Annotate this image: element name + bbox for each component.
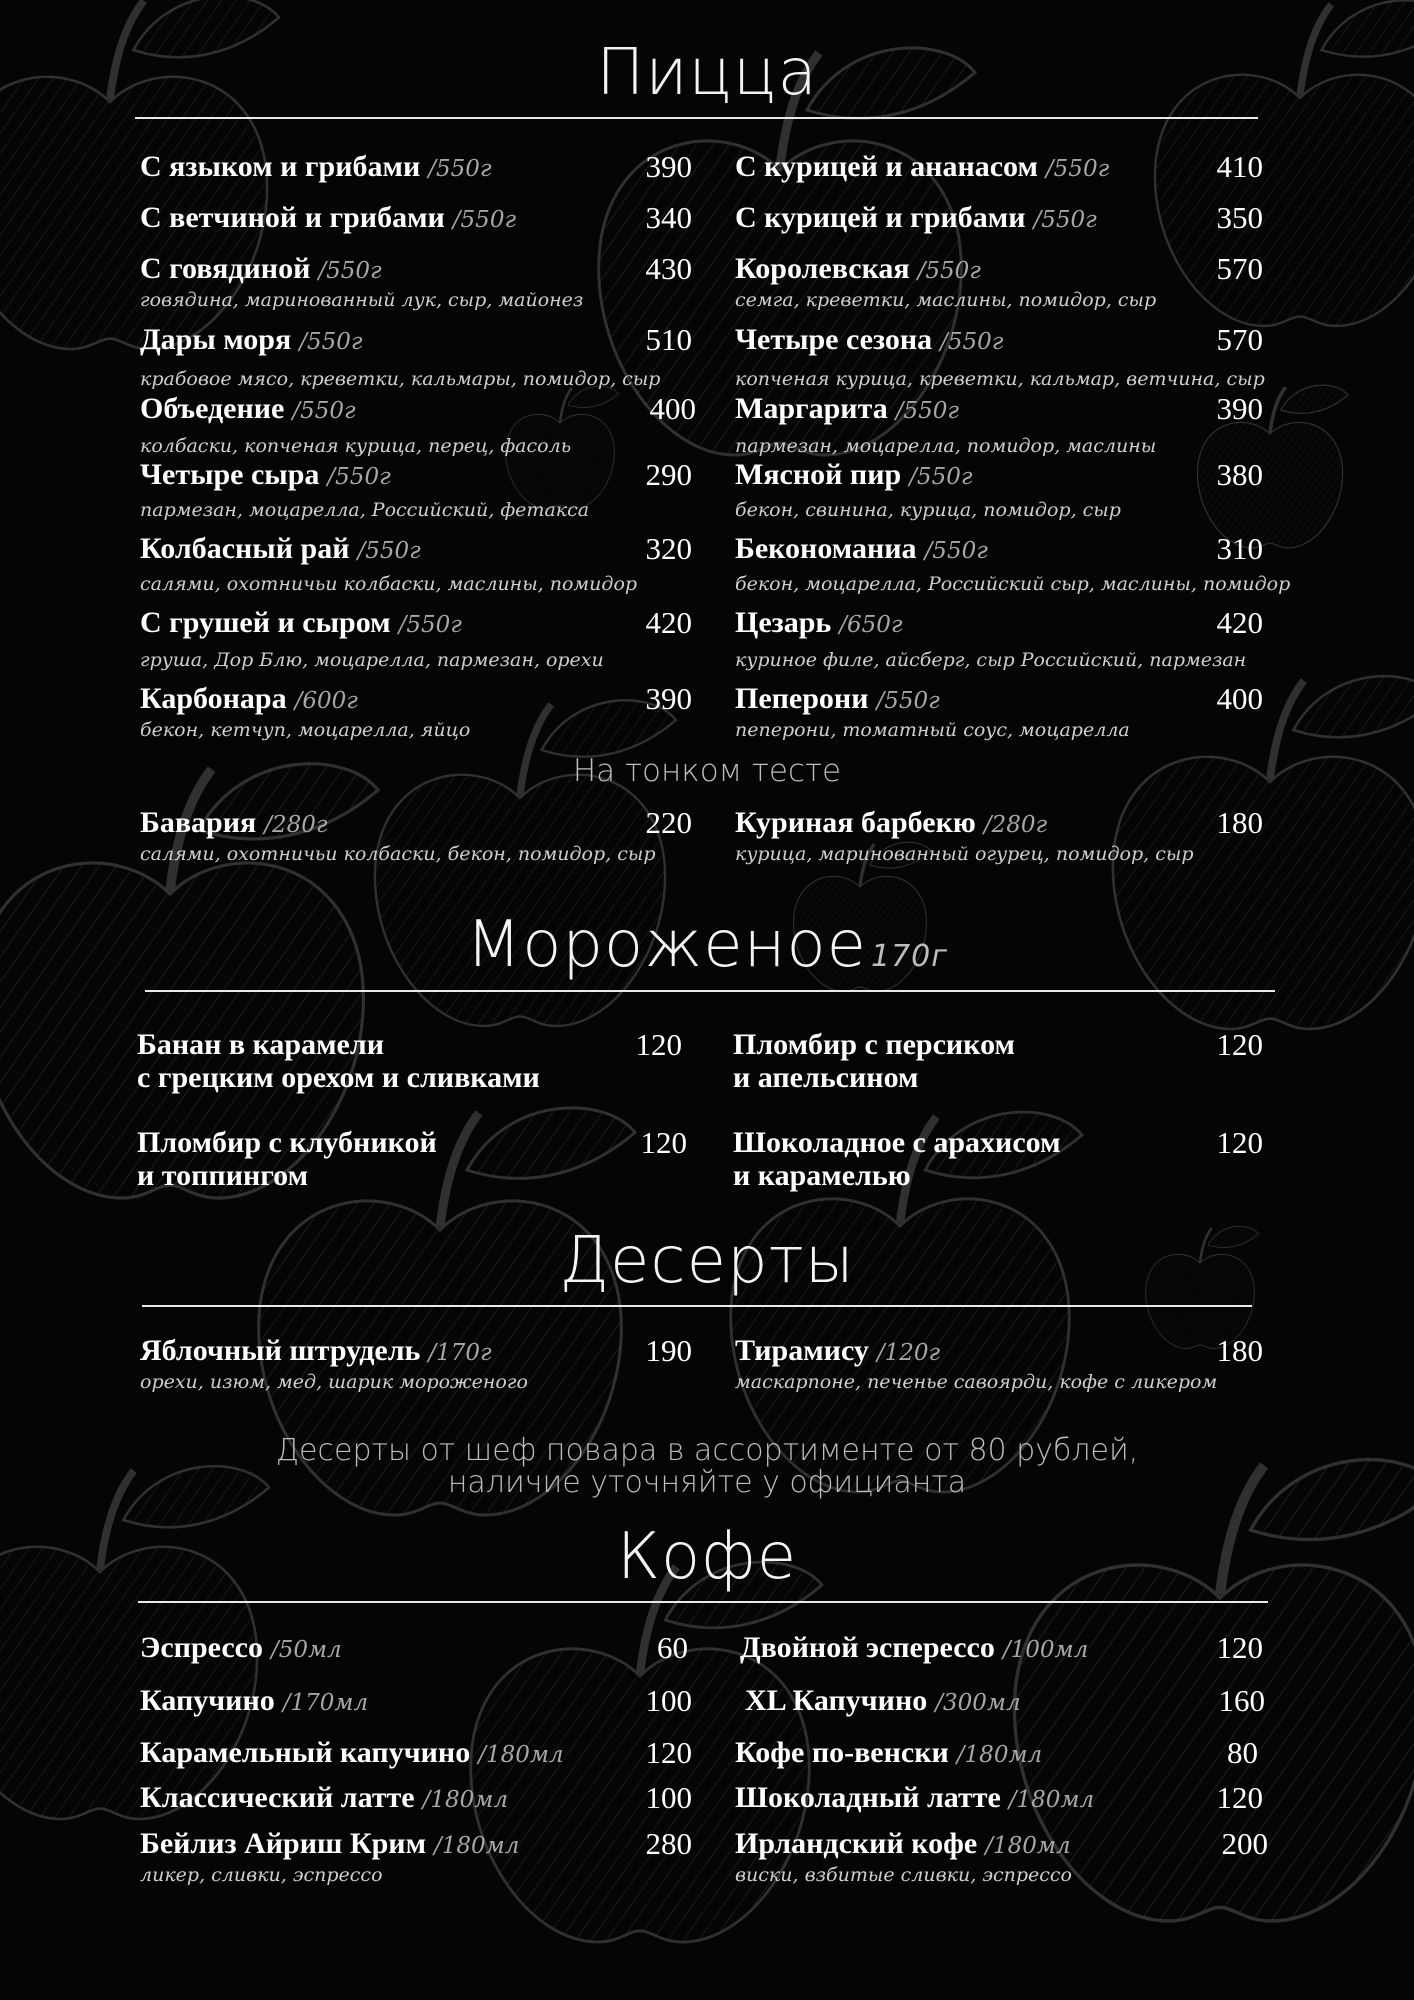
icecream-title-wrap: [0, 908, 1414, 982]
desserts-divider: [142, 1305, 1252, 1307]
item-weight: /180мл: [956, 1742, 1043, 1768]
item-price: 430: [645, 251, 692, 286]
item-weight: /550г: [292, 398, 356, 424]
item-price: 220: [645, 805, 692, 840]
icecream-unit: 170г: [871, 939, 949, 974]
item-price: 400: [1216, 681, 1263, 716]
item-name: Маргарита: [735, 392, 888, 425]
menu-item: [735, 1733, 1258, 1773]
menu-item: [140, 320, 692, 390]
item-description: пармезан, моцарелла, помидор, маслины: [735, 435, 1157, 457]
item-name: Бавария: [140, 806, 257, 839]
item-description: копченая курица, креветки, кальмар, ветчина, сыр: [735, 368, 1265, 390]
item-description: пармезан, моцарелла, Российский, фетакса: [140, 499, 590, 521]
menu-item: [735, 679, 1263, 741]
menu-item: [735, 529, 1291, 595]
item-name: Яблочный штрудель: [140, 1334, 421, 1367]
item-weight: /300мл: [935, 1690, 1021, 1716]
item-price: 180: [1216, 1333, 1263, 1368]
item-description: салями, охотничьи колбаски, бекон, помидор, сыр: [140, 843, 656, 865]
menu-item: [735, 1331, 1263, 1393]
menu-item: [140, 1681, 692, 1721]
item-price: 570: [1216, 322, 1263, 357]
item-price: 420: [645, 605, 692, 640]
item-weight: /120г: [876, 1340, 941, 1366]
item-weight: /550г: [895, 398, 959, 424]
item-weight: /170мл: [282, 1690, 369, 1716]
item-weight: /170г: [428, 1340, 492, 1366]
item-price: 100: [645, 1683, 692, 1718]
item-weight: /550г: [1033, 207, 1097, 233]
menu-item: [735, 1778, 1263, 1818]
item-price: 120: [640, 1125, 687, 1160]
pizza-title: Пицца: [596, 36, 818, 110]
item-weight: /180мл: [1008, 1787, 1095, 1813]
item-weight: /550г: [357, 538, 421, 564]
item-description: крабовое мясо, креветки, кальмары, помидор, сыр: [140, 368, 661, 390]
item-price: 120: [1216, 1630, 1263, 1665]
item-name: Цезарь: [735, 606, 832, 639]
item-description: курица, маринованный огурец, помидор, сыр: [735, 843, 1194, 865]
item-price: 120: [1216, 1780, 1263, 1815]
item-weight: /650г: [839, 612, 903, 638]
item-name: Эспрессо: [140, 1631, 263, 1664]
item-description: груша, Дор Блю, моцарелла, пармезан, орехи: [140, 649, 604, 671]
item-name: Карбонара: [140, 682, 287, 715]
pizza-divider: [135, 117, 1258, 119]
icecream-title: Мороженое: [465, 908, 867, 982]
item-name-line1: Пломбир с персиком: [733, 1028, 1015, 1061]
coffee-title: Кофе: [616, 1520, 798, 1594]
item-weight: /550г: [1045, 156, 1110, 182]
item-weight: /600г: [294, 688, 358, 714]
item-weight: /550г: [428, 156, 492, 182]
item-weight: /180мл: [422, 1787, 508, 1813]
menu-item: [137, 1028, 682, 1094]
item-weight: /550г: [327, 464, 391, 490]
menu-item: [740, 1628, 1263, 1668]
item-name: Куриная барбекю: [735, 806, 976, 839]
item-weight: /550г: [299, 329, 363, 355]
item-name-line1: Пломбир с клубникой: [137, 1126, 437, 1159]
menu-item: [745, 1681, 1265, 1721]
item-weight: /180мл: [478, 1742, 564, 1768]
item-name: Карамельный капучино: [140, 1736, 471, 1769]
menu-item: [735, 803, 1263, 865]
item-weight: /550г: [452, 207, 517, 233]
item-weight: /550г: [924, 538, 988, 564]
icecream-divider: [145, 990, 1275, 992]
menu-item: [137, 1126, 687, 1192]
item-description: виски, взбитые сливки, эспрессо: [735, 1864, 1072, 1886]
thin-crust-subtitle: На тонком тесте: [572, 753, 842, 789]
item-price: 390: [645, 681, 692, 716]
coffee-divider: [138, 1601, 1268, 1603]
item-name: Четыре сезона: [735, 323, 933, 356]
item-name: Пеперони: [735, 682, 869, 715]
item-price: 290: [645, 457, 692, 492]
item-description: пеперони, томатный соус, моцарелла: [735, 719, 1130, 741]
item-name: Ирландский кофе: [735, 1827, 978, 1860]
menu-item: [140, 1628, 688, 1668]
item-price: 320: [645, 531, 692, 566]
item-name: Бейлиз Айриш Крим: [140, 1827, 427, 1860]
item-name: Тирамису: [735, 1334, 869, 1367]
item-weight: /180мл: [434, 1833, 520, 1859]
item-name: Капучино: [140, 1684, 275, 1717]
menu-item: [140, 249, 692, 311]
item-name: Королевская: [735, 252, 910, 285]
item-name-line1: Шоколадное с арахисом: [733, 1126, 1061, 1159]
item-price: 570: [1216, 251, 1263, 286]
menu-item: [140, 1733, 692, 1773]
item-name: Бекономаниа: [735, 532, 917, 565]
menu-item: [140, 1778, 692, 1818]
menu-item: [735, 147, 1263, 187]
menu-item: [140, 198, 692, 238]
item-description: бекон, кетчуп, моцарелла, яйцо: [140, 719, 471, 741]
item-price: 310: [1216, 531, 1263, 566]
item-weight: /550г: [917, 258, 981, 284]
menu-item: [140, 1824, 692, 1886]
item-name-line1: Банан в карамели: [137, 1028, 384, 1061]
item-price: 410: [1216, 149, 1263, 184]
item-weight: /280г: [983, 812, 1048, 838]
item-weight: /550г: [909, 464, 973, 490]
item-name: С ветчиной и грибами: [140, 201, 445, 234]
item-price: 120: [1216, 1125, 1263, 1160]
desserts-title: Десерты: [559, 1224, 855, 1298]
item-price: 380: [1216, 457, 1263, 492]
menu-item: [735, 389, 1263, 457]
item-description: ликер, сливки, эспрессо: [140, 1864, 383, 1886]
item-name: С языком и грибами: [140, 150, 421, 183]
item-name: С грушей и сыром: [140, 606, 391, 639]
item-price: 340: [645, 200, 692, 235]
menu-item: [735, 603, 1263, 671]
item-description: бекон, свинина, курица, помидор, сыр: [735, 499, 1121, 521]
item-description: маскарпоне, печенье савоярди, кофе с ликером: [735, 1371, 1218, 1393]
item-weight: /180мл: [985, 1833, 1071, 1859]
item-name: Кофе по-венски: [735, 1736, 949, 1769]
item-description: говядина, маринованный лук, сыр, майонез: [140, 289, 584, 311]
item-weight: /550г: [940, 329, 1004, 355]
item-price: 510: [645, 322, 692, 357]
menu-item: [733, 1126, 1263, 1192]
item-name-line2: и карамелью: [733, 1159, 911, 1192]
item-price: 200: [1221, 1826, 1268, 1861]
menu-item: [140, 803, 692, 865]
menu-item: [140, 679, 692, 741]
item-name: Колбасный рай: [140, 532, 350, 565]
menu-item: [735, 320, 1263, 390]
item-name: Шоколадный латте: [735, 1781, 1001, 1814]
menu-item: [735, 1824, 1268, 1886]
item-price: 350: [1216, 200, 1263, 235]
item-description: колбаски, копченая курица, перец, фасоль: [140, 435, 572, 457]
item-name: С говядиной: [140, 252, 311, 285]
item-name: С курицей и ананасом: [735, 150, 1038, 183]
menu-item: [140, 1331, 692, 1393]
item-price: 280: [645, 1826, 692, 1861]
item-price: 180: [1216, 805, 1263, 840]
item-description: семга, креветки, маслины, помидор, сыр: [735, 289, 1157, 311]
menu-item: [140, 529, 692, 595]
item-name: Двойной эсперессо: [740, 1631, 995, 1664]
item-price: 400: [649, 391, 696, 426]
item-price: 160: [1218, 1683, 1265, 1718]
item-weight: /50мл: [270, 1637, 342, 1663]
item-price: 420: [1216, 605, 1263, 640]
item-description: салями, охотничьи колбаски, маслины, помидор: [140, 573, 638, 595]
item-price: 120: [635, 1027, 682, 1062]
item-price: 190: [645, 1333, 692, 1368]
item-price: 100: [645, 1780, 692, 1815]
menu-item: [735, 455, 1263, 521]
menu-item: [735, 249, 1263, 311]
menu-item: [735, 198, 1263, 238]
chef-desserts-note-line1: Десерты от шеф повара в ассортименте от 80 рублей,: [275, 1433, 1139, 1468]
item-price: 390: [645, 149, 692, 184]
item-name-line2: с грецким орехом и сливками: [137, 1061, 540, 1094]
menu-item: [140, 147, 692, 187]
item-name: Объедение: [140, 392, 285, 425]
item-price: 120: [645, 1735, 692, 1770]
menu-item: [140, 455, 692, 521]
menu-item: [140, 603, 692, 671]
item-weight: /280г: [264, 812, 328, 838]
item-name-line2: и апельсином: [733, 1061, 919, 1094]
item-name: С курицей и грибами: [735, 201, 1026, 234]
item-price: 120: [1216, 1027, 1263, 1062]
item-name-line2: и топпингом: [137, 1159, 309, 1192]
item-description: куриное филе, айсберг, сыр Российский, пармезан: [735, 649, 1247, 671]
item-price: 60: [657, 1630, 688, 1665]
item-description: бекон, моцарелла, Российский сыр, маслины, помидор: [735, 573, 1291, 595]
item-name: Дары моря: [140, 323, 292, 356]
item-weight: /100мл: [1002, 1637, 1089, 1663]
menu-item: [140, 389, 696, 457]
item-description: орехи, изюм, мед, шарик мороженого: [140, 1371, 528, 1393]
chef-desserts-note-line2: наличие уточняйте у официанта: [447, 1465, 967, 1500]
item-price: 390: [1216, 391, 1263, 426]
menu-item: [733, 1028, 1263, 1094]
item-name: Мясной пир: [735, 458, 902, 491]
item-name: XL Капучино: [745, 1684, 928, 1717]
item-weight: /550г: [876, 688, 940, 714]
item-name: Классический латте: [140, 1781, 415, 1814]
item-price: 80: [1227, 1735, 1258, 1770]
item-name: Четыре сыра: [140, 458, 320, 491]
item-weight: /550г: [318, 258, 382, 284]
item-weight: /550г: [398, 612, 462, 638]
